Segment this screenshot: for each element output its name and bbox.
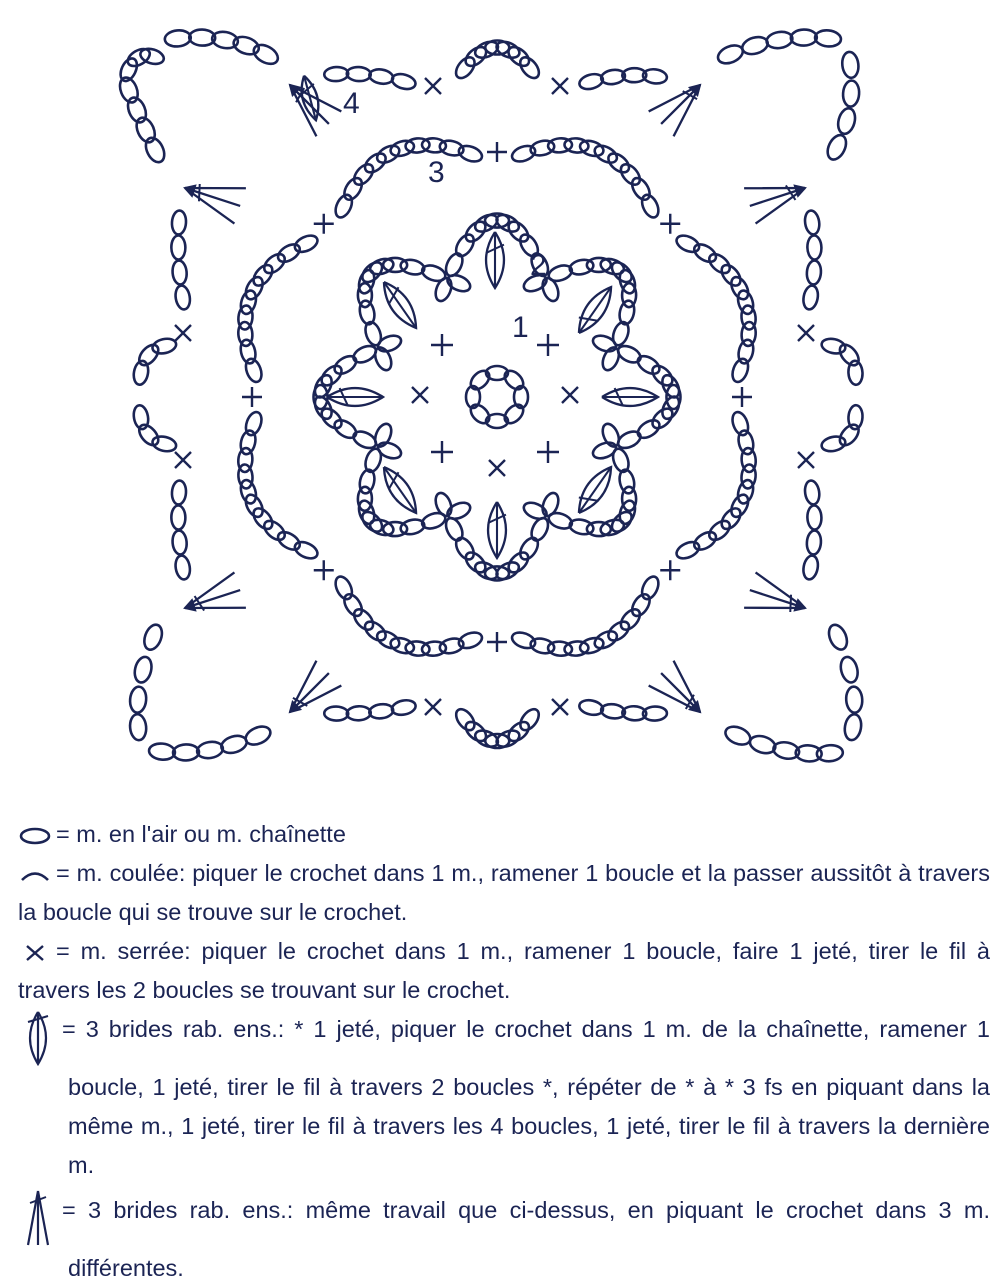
single-crochet [487, 632, 507, 652]
chain-stitch [196, 740, 224, 760]
chain-stitch [453, 535, 478, 563]
chain-stitch [718, 505, 744, 532]
single-crochet [425, 78, 441, 94]
cluster-same-stitch [327, 388, 383, 406]
single-crochet [732, 387, 752, 407]
chain-stitch [368, 703, 394, 720]
chain-stitch [238, 289, 258, 316]
chain-stitch [129, 686, 147, 713]
chain-stitch [174, 555, 192, 581]
chain-stitch [136, 341, 162, 368]
chain-stitch [806, 260, 822, 285]
cluster-same-stitch [486, 232, 504, 288]
chain-stitch [610, 320, 631, 347]
chain-stitch [171, 480, 186, 505]
chain-stitch [331, 353, 359, 378]
chain-stitch [791, 29, 818, 46]
chain-stitch [804, 480, 821, 506]
chain-stitch [806, 530, 822, 555]
chain-stitch [318, 362, 345, 389]
cluster-same-stitch [488, 502, 506, 558]
legend-single-crochet: = m. serrée: piquer le crochet dans 1 m., ramener 1 boucle, faire 1 jeté, tirer le fil à travers les 2 boucles se trouvant sur le crochet. [18, 938, 990, 1003]
chain-stitch [501, 401, 526, 426]
cluster-same-stitch [572, 282, 619, 338]
chain-stitch [171, 505, 185, 529]
chain-stitch [730, 357, 751, 384]
chain-stitch [148, 742, 175, 761]
chain-stitch [578, 698, 604, 717]
chain-stitch [324, 66, 349, 81]
chain-stitch [547, 510, 574, 531]
chain-stitch [802, 554, 820, 580]
single-crochet [242, 387, 262, 407]
chain-stitch [324, 706, 348, 721]
cluster-different-stitch [177, 572, 246, 626]
slip-stitch-icon [18, 865, 52, 885]
chain-stitch [173, 744, 200, 761]
chain-stitch [578, 72, 605, 92]
chain-stitch [261, 517, 288, 543]
cluster-different-stitch-icon [18, 1187, 58, 1249]
chain-stitch [261, 250, 288, 276]
chain-stitch [635, 417, 663, 442]
chain-stitch [391, 698, 417, 717]
cluster-different-stitch [649, 71, 714, 136]
chain-stitch [674, 539, 702, 562]
single-crochet [798, 452, 814, 468]
chain-stitch [740, 34, 769, 57]
chain-stitch [723, 723, 753, 748]
chain-stitch [275, 241, 303, 266]
chain-stitch [649, 405, 676, 432]
single-crochet [552, 78, 568, 94]
chain-stitch [141, 622, 165, 652]
chain-stitch [842, 80, 860, 107]
single-crochet [537, 334, 559, 356]
chain-stitch [467, 367, 492, 392]
chain-stitch [735, 478, 755, 505]
legend-slip-stitch: = m. coulée: piquer le crochet dans 1 m., ramener 1 boucle et la passer aussitôt à travers la boucle qui se trouve sur le crochet. [18, 860, 990, 925]
chain-stitch [125, 45, 153, 69]
chain-stitch [740, 464, 756, 489]
chain-stitch [462, 549, 489, 576]
chain-stitch [292, 232, 320, 255]
chain-stitch [250, 262, 276, 289]
single-crochet [175, 452, 191, 468]
cluster-different-stitch [276, 661, 341, 726]
single-crochet [175, 325, 191, 341]
chain-stitch [171, 210, 186, 235]
cluster-different-stitch [177, 170, 246, 224]
round-label: 1 [512, 311, 529, 344]
round-label: 4 [343, 87, 360, 120]
single-crochet [660, 214, 680, 234]
cluster-same-stitch [602, 388, 658, 406]
round-label: 3 [428, 156, 445, 189]
single-crochet [660, 560, 680, 580]
chain-stitch [164, 29, 191, 47]
chain-stitch [363, 447, 384, 474]
chain-stitch [174, 285, 192, 311]
cluster-same-stitch [572, 462, 619, 518]
chain-stitch [691, 529, 719, 554]
chain-stitch [238, 478, 258, 505]
single-crochet [431, 441, 453, 463]
chain-stitch [748, 733, 778, 756]
chain-stitch [836, 341, 862, 368]
chain-stitch [629, 175, 654, 203]
cluster-different-stitch [744, 170, 813, 224]
chain-stitch [592, 628, 620, 652]
single-crochet [487, 142, 507, 162]
chain-stitch [350, 606, 376, 633]
chain-stitch [501, 367, 526, 392]
chain-stitch [390, 72, 417, 92]
chain-stitch [219, 733, 249, 756]
chain-stitch [346, 66, 371, 81]
single-crochet [798, 325, 814, 341]
chain-stitch [765, 30, 793, 50]
single-crochet [562, 387, 578, 403]
legend-chain: = m. en l'air ou m. chaînette [18, 815, 990, 854]
chain-stitch [172, 530, 188, 555]
chain-stitch [142, 135, 168, 165]
single-crochet [425, 699, 441, 715]
chain-stitch [237, 305, 253, 330]
chain-stitch [804, 210, 821, 236]
single-crochet [431, 334, 453, 356]
chain-stitch [368, 68, 394, 86]
chain-stitch [814, 29, 841, 47]
chain-stitch [605, 150, 632, 176]
chain-stitch [639, 192, 662, 220]
chain-stitch [129, 713, 147, 740]
cluster-same-stitch-icon [18, 1006, 58, 1068]
chain-stitch [341, 591, 366, 619]
chain-stitch [350, 161, 376, 188]
cluster-different-stitch [649, 661, 714, 726]
legend [18, 815, 990, 1288]
chain-stitch [467, 401, 492, 426]
chain-stitch [389, 138, 416, 158]
round-label: 2 [530, 249, 547, 282]
chain-stitch [836, 421, 862, 448]
single-crochet [552, 699, 568, 715]
chain-stitch [735, 289, 755, 316]
chain-stitch [172, 260, 188, 285]
single-crochet [537, 441, 559, 463]
chain-stitch [171, 235, 185, 259]
chain-stitch [242, 492, 266, 520]
chain-stitch [517, 706, 543, 734]
cluster-same-stitch [377, 462, 424, 518]
chain-stitch [838, 655, 860, 684]
chain-stitch [807, 235, 822, 259]
chain-stitch [510, 630, 537, 651]
single-crochet [489, 460, 505, 476]
cluster-different-stitch [744, 572, 813, 626]
chain-stitch [843, 713, 863, 741]
chain-stitch [332, 574, 355, 602]
chain-stitch [136, 421, 162, 448]
chain-stitch [807, 505, 822, 529]
chain-stitch [845, 686, 863, 713]
chain-stitch-icon [18, 826, 52, 846]
single-crochet [314, 214, 334, 234]
chain-stitch [251, 41, 281, 68]
chain-stitch [617, 606, 643, 633]
cluster-same-stitch [377, 277, 424, 333]
chain-stitch [836, 106, 858, 135]
chain-stitch [706, 517, 733, 543]
chain-stitch [841, 51, 860, 79]
chain-stitch [243, 410, 264, 437]
legend-cluster-same: = 3 brides rab. ens.: * 1 jeté, piquer le crochet dans 1 m. de la chaînette, ramener 1 boucle, 1 jeté, tirer le fil à travers 2 boucles *, répéter de * à * 3 fs en piquant dans la même m., 1 jeté, tirer le fil à travers les 4 boucles, 1 jeté, tirer le fil à travers la dernière m. [18, 1010, 990, 1185]
chain-stitch [728, 274, 752, 302]
chain-stitch [505, 218, 532, 245]
chain-stitch [132, 655, 154, 684]
chain-stitch [346, 706, 371, 721]
chain-stitch [824, 132, 850, 162]
chain-stitch [578, 635, 605, 655]
single-crochet [412, 387, 428, 403]
chain-stitch [564, 137, 589, 153]
chain-stitch [617, 161, 643, 188]
chain-stitch [578, 138, 605, 158]
single-crochet [314, 560, 334, 580]
chain-stitch [405, 640, 430, 656]
chain-stitch [457, 143, 484, 164]
chain-stitch [802, 284, 820, 310]
chain-stitch [374, 142, 402, 166]
chain-stitch [362, 618, 389, 644]
chain-stitch [715, 42, 745, 67]
chain-stitch [420, 263, 447, 284]
chain-stitch [826, 622, 851, 652]
chain-stitch [517, 54, 543, 81]
chain-stitch [389, 635, 416, 655]
single-crochet-icon [18, 942, 52, 964]
legend-cluster-diff: = 3 brides rab. ens.: même travail que ci-dessus, en piquant le crochet dans 3 m. différentes. [18, 1191, 990, 1288]
chain-stitch [706, 250, 733, 276]
